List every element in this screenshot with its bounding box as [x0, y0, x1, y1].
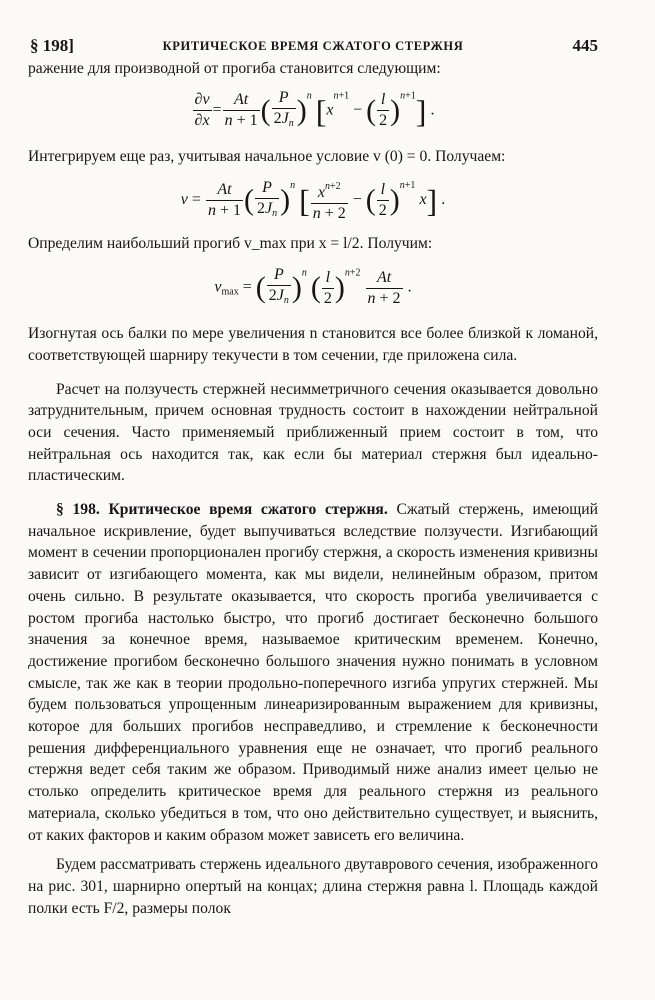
running-head: [28, 36, 598, 58]
section-heading: § 198. Критическое время сжатого стержня.: [56, 501, 388, 519]
section-reference: § 198]: [30, 36, 74, 55]
paragraph-integration: Интегрируем еще раз, учитывая начальное условие v (0) = 0. Получаем:: [28, 147, 506, 165]
equation-derivative: $\frac{\partial v}{\partial x}$ = $\frac{At}{n + 1}$ ( $\frac{P}{2J_n}$ )$^n$ [$x^{n+1}$ − ( $\frac{l}{2}$ )$^{n+1}$] .: [194, 88, 435, 130]
paragraph-creep-calculation: Расчет на ползучесть стержней несимметричного сечения оказывается довольно затруднительным, причем основная трудность состоит в нахождении нейтральной оси сечения. Часто применяемый приближенный прием состоит в том, что нейтральная ось находится так, как если бы материал стержня был идеально-пластическим.: [28, 380, 598, 485]
paragraph-bent-axis: Изогнутая ось балки по мере увеличения n становится все более близкой к ломаной, соответствующей шарниру текучести в том сечении, где приложена сила.: [28, 325, 598, 364]
equation-max-deflection: $v_{max}$ = ( $\frac{P}{2J_n}$ )$^n$ ( $\frac{l}{2}$ )$^{n+2}$ $\frac{At}{n + 2}$ .: [214, 266, 412, 307]
paragraph-i-beam: Будем рассматривать стержень идеального двутаврового сечения, изображенного на рис. 301, шарнирно опертый на концах; длина стержня равна l. Площадь каждой полки есть F/2, размеры полок: [28, 856, 598, 917]
paragraph-max-deflection: Определим наибольший прогиб v_max при x = l/2. Получим:: [28, 235, 433, 253]
paragraph-section-198: [28, 499, 598, 846]
paragraph-continuation: ражение для производной от прогиба становится следующим:: [28, 60, 441, 77]
page-number: 445: [572, 36, 598, 55]
equation-deflection: v = $\frac{At}{n + 1}$ ( $\frac{P}{2J_n}$ )$^n$ [ $\frac{x^{n+2}}{n + 2}$ − ( $\frac{l}{2}$ )$^{n+1}$ x] .: [180, 178, 446, 223]
section-body: Сжатый стержень, имеющий начальное искривление, будет выпучиваться вследствие ползучести. Изгибающий момент в сечении пропорционален прогибу стержня, а скорость изменения кривизны зависит от изгибающего момента, как мы видели, нелинейным образом, притом очень сильно. В результате оказывается, что скорость прогиба увеличивается с ростом прогиба настолько быстро, что прогиб достигает бесконечно большого значения за конечное время, называемое критическим временем. Конечно, достижение прогибом бесконечно большого значения нужно понимать в условном смысле, так же как в теории продольно-поперечного изгиба упругих стержней. Мы будем пользоваться упрощенным линеаризированным выражением для кривизны, которое для больших прогибов несправедливо, и стремление к бесконечности решения дифференциального уравнения еще не означает, что прогиб реального стержня ведет себя таким же образом. Приводимый ниже анализ имеет целью не столько определить критическое время для реального стержня из реального материала, сколько убедиться в том, что оно действительно существует, и выяснить, от каких факторов и каким образом может зависеть его величина.: [28, 501, 598, 844]
running-title: КРИТИЧЕСКОЕ ВРЕМЯ СЖАТОГО СТЕРЖНЯ: [162, 39, 464, 53]
page: [28, 36, 598, 919]
